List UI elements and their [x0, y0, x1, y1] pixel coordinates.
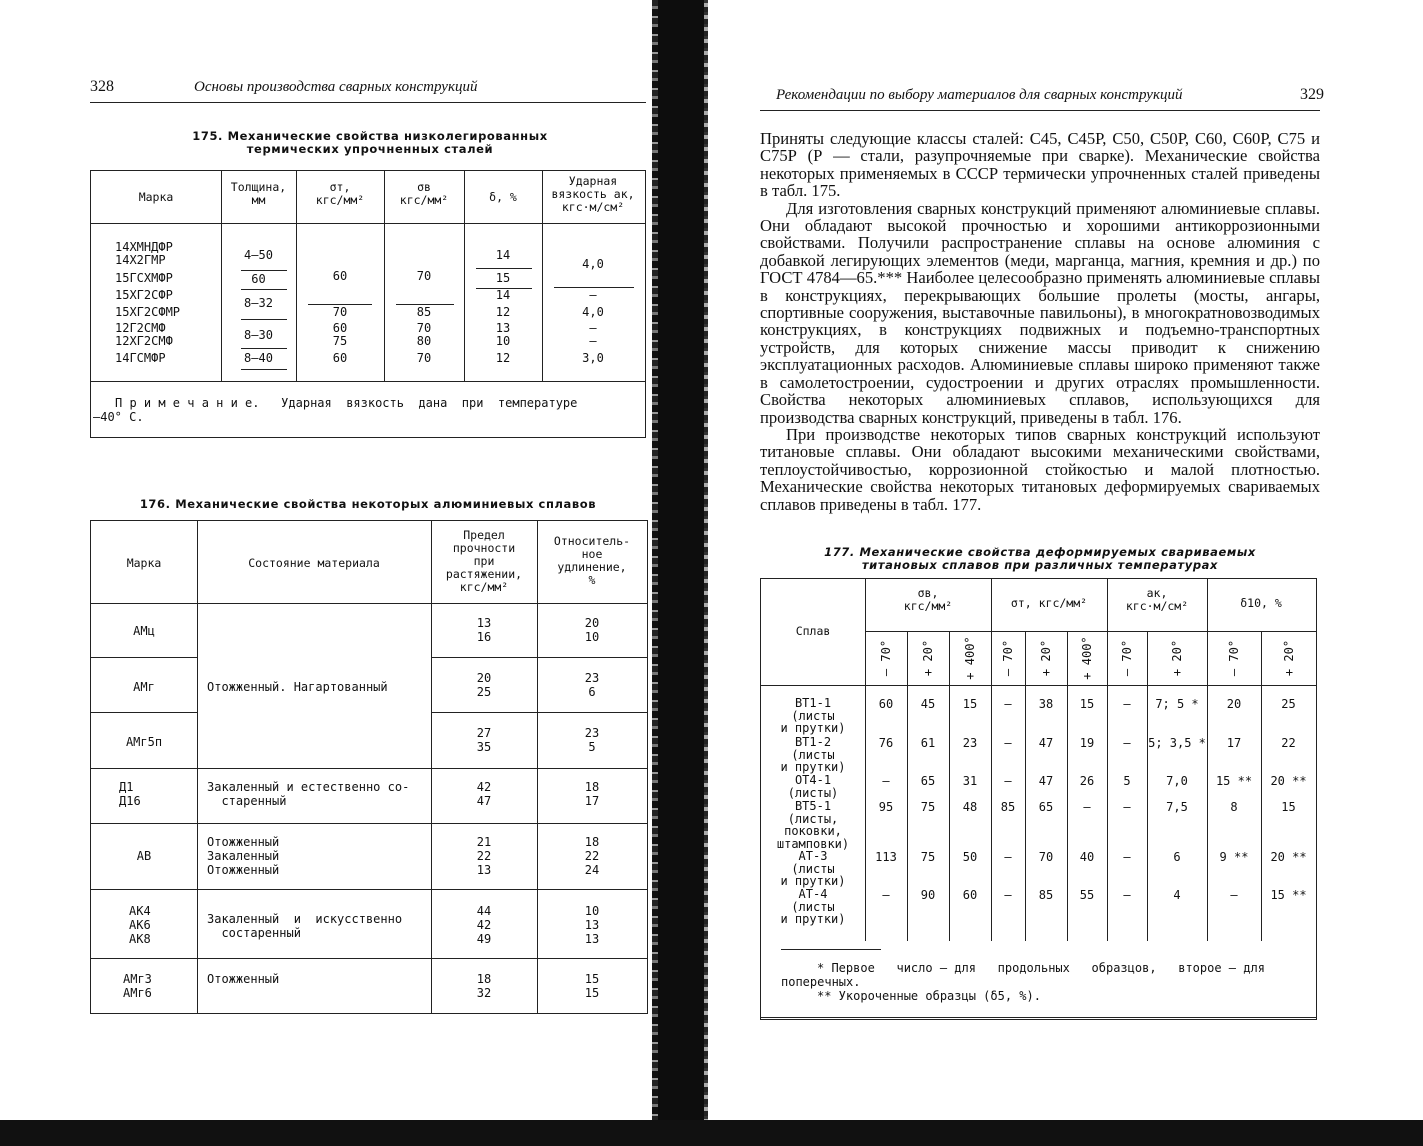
table-cell: 45	[920, 697, 936, 711]
table177-caption	[800, 546, 1280, 572]
table-cell: 70	[1038, 850, 1054, 864]
col-header-marka: Марка	[138, 190, 174, 204]
table-cell: 19	[1079, 736, 1095, 750]
table-cell: 75	[920, 850, 936, 864]
temperature-header: + 20°	[1039, 639, 1053, 677]
table-cell: 85	[1000, 800, 1016, 814]
cell: Закаленный и естественно со- старенный	[207, 780, 410, 808]
table-row-marka: АВ	[136, 849, 152, 863]
cell: 23 6	[584, 671, 600, 699]
cell: Отожженный Закаленный Отожженный	[207, 835, 280, 877]
cell: 18 17	[584, 780, 600, 808]
cell: 20 10	[584, 616, 600, 644]
table-cell: 60	[878, 697, 894, 711]
col-header-sigma-v: σв, кгс/мм²	[903, 586, 953, 613]
table-cell: 65	[1038, 800, 1054, 814]
table-cell: 4	[1173, 888, 1181, 902]
cell: 60	[332, 269, 348, 283]
col-header-impact: Ударная вязкость aк, кгс·м/см²	[551, 174, 635, 214]
cell: 27 35	[476, 726, 492, 754]
col-header-delta10: δ10, %	[1240, 596, 1282, 610]
temperature-header: — 70°	[879, 639, 893, 677]
table-cell: —	[1004, 736, 1012, 750]
table-cell: 20 **	[1270, 774, 1307, 788]
cell: 20 25	[476, 671, 492, 699]
cell: 8—30	[244, 328, 273, 342]
table-cell: 20 **	[1270, 850, 1307, 864]
table-cell: 47	[1038, 736, 1054, 750]
table-cell: 75	[920, 800, 936, 814]
cell: —	[589, 334, 597, 348]
cell: 12	[495, 305, 511, 319]
col-header-sigma-t: σт, кгс/мм²	[315, 180, 365, 207]
body-text	[760, 130, 1320, 513]
left-page	[0, 0, 660, 1146]
table-cell: —	[1123, 850, 1131, 864]
cell: 4,0	[582, 305, 604, 319]
table-cell: —	[882, 774, 890, 788]
cell: 80	[416, 334, 432, 348]
cell: Отожженный. Нагартованный	[207, 680, 388, 694]
table-cell: 5; 3,5 *	[1148, 736, 1206, 750]
cell: Закаленный и искусственно состаренный	[207, 912, 403, 940]
table-cell: 25	[1281, 697, 1296, 711]
cell: 18 22 24	[584, 835, 600, 877]
table177	[760, 578, 1317, 1020]
col-header-state: Состояние материала	[248, 556, 380, 570]
table-cell: 9 **	[1219, 850, 1249, 864]
book-gutter	[658, 0, 706, 1120]
cell: Отожженный	[207, 972, 280, 986]
table-cell: 7; 5 *	[1155, 697, 1199, 711]
table-row-alloy: ОТ4-1 (листы)	[787, 773, 839, 800]
table-cell: —	[1123, 888, 1131, 902]
cell: 60	[332, 351, 348, 365]
cell: 13 16	[476, 616, 492, 644]
mark: 15ГСХМФР	[115, 271, 173, 285]
mark: 12ХГ2СМФ	[115, 334, 173, 348]
cell: 13	[495, 321, 511, 335]
mark: 12Г2СМФ	[115, 321, 166, 335]
table-cell: 5	[1123, 774, 1131, 788]
table-cell: 8	[1230, 800, 1238, 814]
table176-caption: 176. Механические свойства некоторых алюминиевых сплавов	[139, 497, 597, 511]
table-cell: —	[882, 888, 890, 902]
table-cell: 85	[1038, 888, 1054, 902]
table-cell: 15 **	[1215, 774, 1253, 788]
mark: 14ГСМФР	[115, 351, 166, 365]
cell: 15	[495, 271, 511, 285]
table-row-marka: АК4 АК6 АК8	[129, 904, 151, 946]
cell: 23 5	[584, 726, 600, 754]
table-cell: 15	[1281, 800, 1296, 814]
table-row-alloy: ВТ1-1 (листы и прутки)	[780, 696, 846, 736]
col-header-ak: aк, кгс·м/см²	[1125, 586, 1189, 613]
table-cell: 60	[962, 888, 978, 902]
table-row-alloy: АТ-4 (листы и прутки)	[780, 887, 846, 927]
table-cell: 48	[962, 800, 978, 814]
table175-caption	[150, 130, 590, 156]
table-cell: 6	[1173, 850, 1181, 864]
caption-line: 177. Механические свойства деформируемых свариваемых	[824, 545, 1256, 559]
header-rule	[90, 102, 646, 103]
cell: —	[589, 321, 597, 335]
temperature-header: + 400°	[963, 636, 977, 680]
table-cell: 38	[1038, 697, 1054, 711]
table-cell: 22	[1281, 736, 1296, 750]
table-cell: 23	[962, 736, 978, 750]
table-cell: —	[1123, 736, 1131, 750]
running-title: Основы производства сварных конструкций	[194, 79, 478, 95]
temperature-header: — 70°	[1001, 639, 1015, 677]
cell: 70	[416, 269, 432, 283]
cell: 15 15	[584, 972, 600, 1000]
cell: 70	[416, 321, 432, 335]
col-header-thickness: Толщина, мм	[230, 180, 287, 207]
table-cell: 7,5	[1166, 800, 1188, 814]
temperature-header: + 400°	[1080, 636, 1094, 680]
cell: 18 32	[476, 972, 492, 1000]
page-number: 328	[90, 78, 114, 95]
table-cell: 20	[1226, 697, 1242, 711]
table-cell: 15	[962, 697, 978, 711]
table-cell: 76	[878, 736, 894, 750]
col-header-sigma-v: σв кгс/мм²	[399, 180, 449, 207]
cell: 42 47	[476, 780, 492, 808]
table-note: —40° С.	[93, 410, 144, 424]
table-cell: 40	[1079, 850, 1095, 864]
table-cell: 113	[875, 850, 897, 864]
table-cell: —	[1123, 697, 1131, 711]
table-cell: —	[1004, 850, 1012, 864]
cell: 12	[495, 351, 511, 365]
mark: 14Х2ГМР	[115, 253, 166, 267]
page-number: 329	[1300, 86, 1324, 103]
table-cell: —	[1083, 800, 1091, 814]
cell: 4,0	[582, 257, 604, 271]
table176	[90, 520, 648, 1014]
cell: 10 13 13	[584, 904, 600, 946]
table-note: П р и м е ч а н и е. Ударная вязкость дана при температуре	[115, 396, 578, 410]
header-rule	[760, 110, 1320, 111]
table-cell: 47	[1038, 774, 1054, 788]
table-row-alloy: ВТ1-2 (листы и прутки)	[780, 735, 846, 775]
table-cell: 61	[920, 736, 936, 750]
mark: 14ХМНДФР	[115, 240, 173, 254]
table-cell: 50	[962, 850, 978, 864]
table-row-marka: АМг3 АМг6	[123, 972, 152, 1000]
col-header-delta: δ, %	[489, 190, 517, 204]
cell: 8—32	[244, 296, 273, 310]
cell: 10	[495, 334, 511, 348]
footnote: * Первое число — для продольных образцов, второе — для	[817, 961, 1265, 975]
right-page	[700, 0, 1423, 1146]
table-cell: 7,0	[1166, 774, 1188, 788]
temperature-header: — 70°	[1227, 639, 1241, 677]
cell: 70	[332, 305, 348, 319]
table-cell: —	[1004, 774, 1012, 788]
table-row-marka: АМц	[133, 624, 155, 638]
cell: 21 22 13	[476, 835, 492, 877]
footnote: поперечных.	[781, 975, 861, 989]
table-cell: —	[1004, 888, 1012, 902]
table-cell: 65	[920, 774, 936, 788]
cell: 60	[332, 321, 348, 335]
cell: 85	[416, 305, 432, 319]
caption-line: титановых сплавов при различных температурах	[861, 558, 1219, 573]
running-head	[90, 78, 646, 96]
running-title: Рекомендации по выбору материалов для сварных конструкций	[776, 87, 1183, 103]
table-cell: 15	[1079, 697, 1095, 711]
paragraph: При производстве некоторых типов сварных конструкций используют титановые сплавы. Они обладают высокими механическими свойствами, теплоустойчивостью, коррозионной стойкостью и малой плотностью. Механические свойства некоторых титановых деформируемых свариваемых сплавов приведены в табл. 177.	[760, 424, 1320, 514]
table-cell: —	[1230, 888, 1238, 902]
table-cell: 31	[962, 774, 978, 788]
footnote: ** Укороченные образцы (δ5, %).	[817, 989, 1041, 1003]
cell: 8—40	[244, 351, 273, 365]
table-row-marka: Д1 Д16	[119, 780, 141, 808]
table-cell: 15 **	[1270, 888, 1307, 902]
paragraph: Для изготовления сварных конструкций применяют алюминиевые сплавы. Они обладают высокой прочностью и хорошими антикоррозионными свойствами. Получили распространение сплавы на основе алюминия с добавкой легирующих элементов (меди, марганца, магния, кремния и др.) по ГОСТ 4784—65.*** Наиболее целесообразно применять алюминиевые сплавы в конструкциях, перекрывающих большие пролеты (мосты, ангары, спортивные сооружения, выставочные павильоны), в многократновозводимых конструкциях, в конструкциях подвижных и подъемно-транспортных устройств, для которых снижение массы приводит к снижению эксплуатационных расходов. Алюминиевые сплавы широко применяют также в самолетостроении, судостроении и других отраслях промышленности. Свойства некоторых алюминиевых сплавов, использующихся для производства сварных конструкций, приведены в табл. 176.	[760, 198, 1320, 427]
table175	[90, 170, 646, 438]
table-cell: —	[1004, 697, 1012, 711]
cell: 44 42 49	[476, 904, 492, 946]
col-header-sigma-t: σт, кгс/мм²	[1010, 596, 1088, 610]
table-row-marka: АМг	[133, 680, 155, 694]
paragraph: Приняты следующие классы сталей: С45, С45Р, С50, С50Р, С60, С60Р, С75 и С75Р (Р — стали, разупрочняемые при сварке). Механические свойства некоторых применяемых в СССР термически упрочненных сталей приведены в табл. 175.	[760, 129, 1320, 201]
cell: —	[589, 288, 597, 302]
col-header-marka: Марка	[126, 556, 162, 570]
table-cell: 95	[878, 800, 894, 814]
cell: 14	[495, 288, 511, 302]
temperature-header: + 20°	[1281, 639, 1296, 677]
table-row-alloy: АТ-3 (листы и прутки)	[780, 849, 846, 889]
table-row-marka: АМг5п	[125, 735, 163, 749]
cell: 14	[495, 248, 511, 262]
table-row-alloy: ВТ5-1 (листы, поковки, штамповки)	[776, 799, 850, 851]
running-head	[776, 86, 1324, 104]
cell: 75	[332, 334, 348, 348]
table-cell: 55	[1079, 888, 1095, 902]
caption-line: 175. Механические свойства низколегированных	[192, 129, 548, 143]
caption-line: термических упрочненных сталей	[246, 142, 494, 157]
mark: 15ХГ2СФМР	[115, 305, 181, 319]
col-header-elongation: Относитель- ное удлинение, %	[553, 534, 631, 587]
table-cell: —	[1123, 800, 1131, 814]
table-cell: 17	[1226, 736, 1242, 750]
temperature-header: + 20°	[1170, 639, 1184, 677]
temperature-header: — 70°	[1120, 639, 1134, 677]
col-header-strength: Предел прочности при растяжении, кгс/мм²	[445, 528, 523, 594]
cell: 3,0	[582, 351, 604, 365]
table-cell: 90	[920, 888, 936, 902]
cell: 70	[416, 351, 432, 365]
temperature-header: + 20°	[921, 639, 935, 677]
cell: 4—50	[244, 248, 273, 262]
mark: 15ХГ2СФР	[115, 288, 173, 302]
cell: 60	[251, 272, 266, 286]
table-cell: 26	[1079, 774, 1095, 788]
col-header-alloy: Сплав	[795, 624, 831, 638]
